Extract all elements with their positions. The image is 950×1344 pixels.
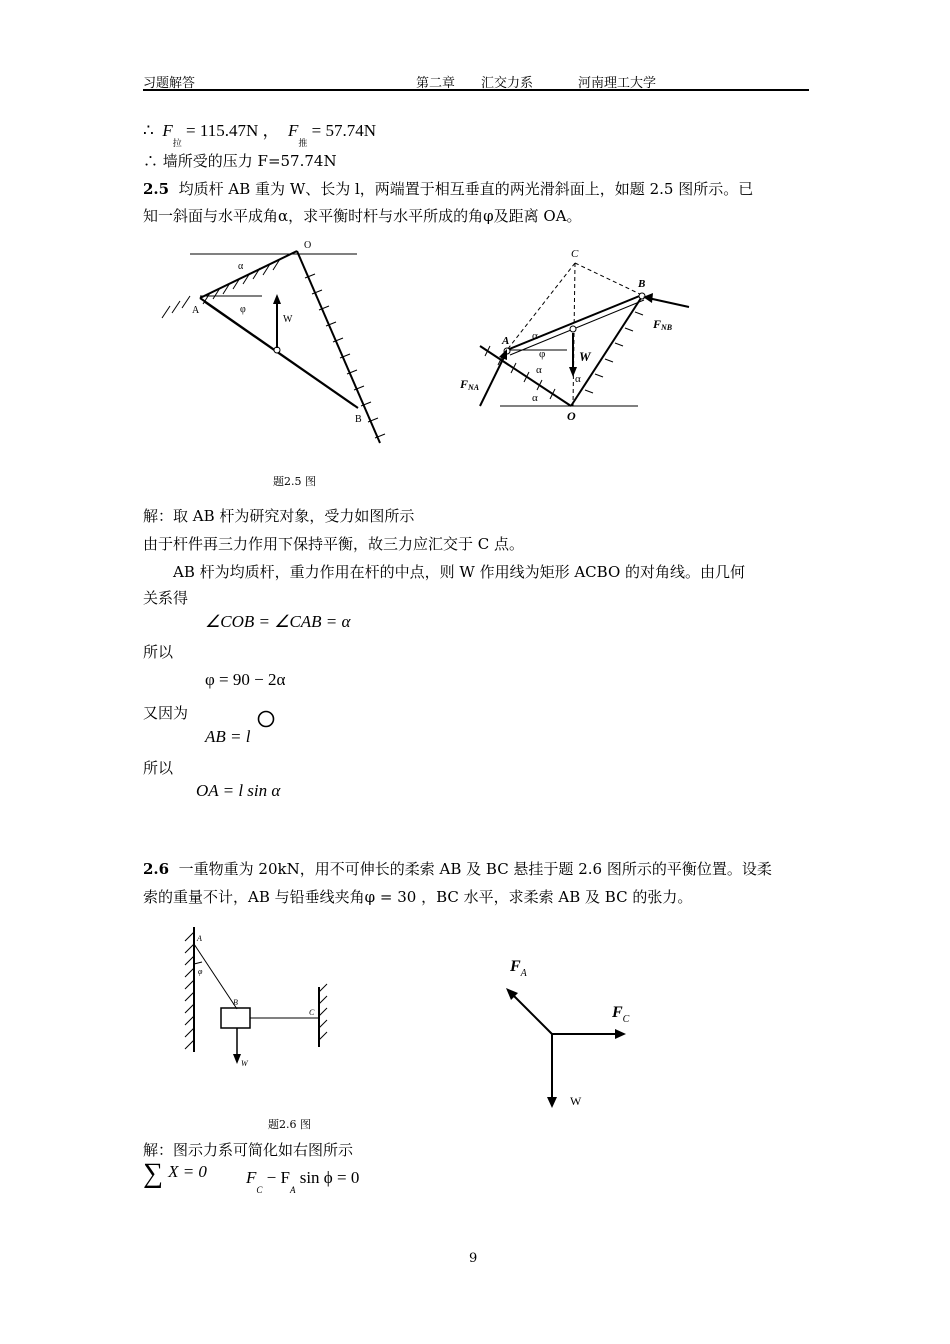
fig25r-label-c: C [571,248,579,260]
fig25r-label-alpha-2: α [536,364,542,376]
fig26l-label-phi: φ [198,967,203,976]
p25-equation-oa: OA = l sin α [196,781,281,800]
fig25r-label-alpha-3: α [575,373,581,385]
fig26l-label-c: C [309,1008,315,1017]
fig26l-label-b: B [233,998,238,1007]
fig26r-label-fc: $F_C$ [612,1004,630,1025]
fig25r-label-b: B [638,278,646,290]
p25-equation-angle: ∠COB = ∠CAB = α [205,612,351,631]
page-number: 9 [469,1251,478,1266]
p25-so-1: 所以 [143,643,174,661]
p26-equation-forces: $F_C - F_A$ sin ϕ = 0 [246,1168,360,1195]
problem-2-5-line1: 2.5 均质杆 AB 重为 W、长为 l，两端置于相互垂直的两光滑斜面上，如题 2.5 图所示。已 [143,180,754,198]
fig26l-label-a: A [197,934,202,943]
figure-2-5-left [150,238,390,450]
fig25l-label-b: B [355,414,362,425]
p25-solution-line2: 由于杆件再三力作用下保持平衡，故三力应汇交于 C 点。 [143,535,525,553]
top-results: ∴ $F_拉 = 115.47N$ ， $F_推 = 57.74N$ [143,121,376,148]
fig25r-label-fnb: FNB [653,317,673,332]
header-left: 习题解答 [143,76,196,91]
p25-because: 又因为 [143,704,189,722]
problem-2-5-line2: 知一斜面与水平成角α，求平衡时杆与水平所成的角φ及距离 OA。 [143,207,582,225]
header-chapter: 第二章 [416,76,456,91]
fig26r-label-w: W [570,1094,582,1108]
p25-solution-line4: 关系得 [143,589,189,607]
p25-solution-line3: AB 杆为均质杆，重力作用在杆的中点，则 W 作用线为矩形 ACBO 的对角线。由几何 [173,563,746,581]
fig25r-label-alpha-1: α [532,330,538,342]
p26-equation-sum-x: ∑ X = 0 [143,1158,207,1189]
header-rule [143,89,809,91]
fig25l-label-a: A [192,305,200,316]
fig26l-label-w: W [241,1059,248,1068]
figure-2-6-caption: 题2.6 图 [268,1118,311,1131]
p25-equation-phi: φ = 90 − 2α [205,670,286,689]
p25-circle-mark [256,709,276,729]
p25-so-2: 所以 [143,759,174,777]
fig25r-label-alpha-4: α [532,392,538,404]
fig25l-label-alpha: α [238,261,244,272]
fig25l-label-w: W [283,314,293,325]
fig25l-label-phi: φ [240,304,246,315]
fig25r-label-fna: FNA [460,377,480,392]
p25-solution-line1: 解：取 AB 杆为研究对象，受力如图所示 [143,507,415,525]
fig26r-label-fa: $F_A$ [510,958,527,979]
fig25l-label-o: O [304,240,312,251]
problem-2-6-line1: 2.6 一重物重为 20kN，用不可伸长的柔索 AB 及 BC 悬挂于题 2.6 图所示的平衡位置。设柔 [143,860,772,878]
fig25r-label-w: W [579,349,591,364]
header-school: 河南理工大学 [578,76,657,91]
figure-2-6-left [175,922,335,1072]
fig25r-label-a: A [502,335,510,347]
figure-2-5-caption: 题2.5 图 [273,475,316,488]
figure-2-5-right [455,243,700,428]
header-title: 汇交力系 [481,76,534,91]
fig25r-label-phi: φ [539,348,546,360]
p25-equation-ab: AB = l [205,727,251,746]
figure-2-6-right [495,950,645,1115]
fig25r-label-o: O [567,409,576,423]
problem-2-6-line2: 索的重量不计，AB 与铅垂线夹角φ = 30 ，BC 水平，求柔索 AB 及 BC 的张力。 [143,888,693,906]
p26-solution-line1: 解：图示力系可简化如右图所示 [143,1141,354,1159]
wall-pressure-line: ∴ 墙所受的压力 F=57.74N [143,152,337,170]
